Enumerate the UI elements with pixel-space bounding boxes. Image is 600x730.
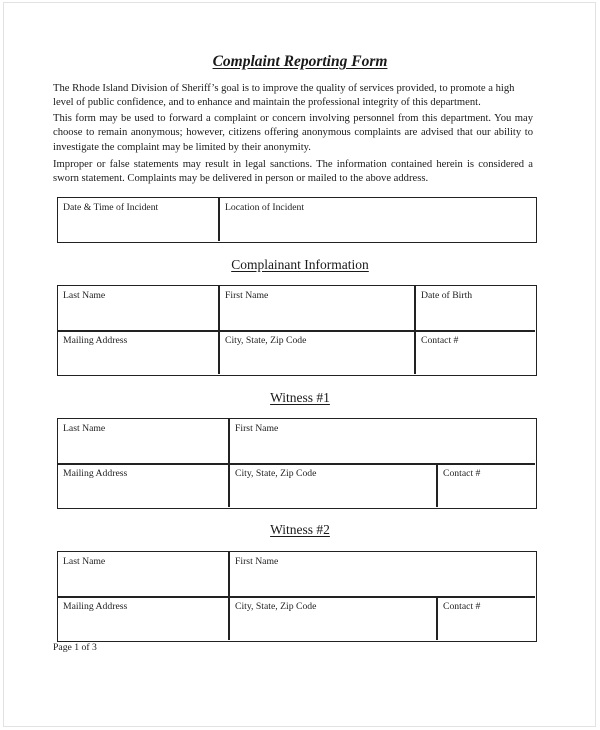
date-time-of-incident-label: Date & Time of Incident [63, 202, 159, 213]
witness-2-first-name-field[interactable]: First Name [235, 556, 279, 567]
form-title [0, 53, 600, 71]
complainant-contact-field[interactable]: Contact # [421, 335, 459, 346]
witness-2-contact-field[interactable]: Contact # [443, 601, 481, 612]
witness-1-last-name-field[interactable]: Last Name [63, 423, 106, 434]
witness-1-city-state-zip-field[interactable]: City, State, Zip Code [235, 468, 317, 479]
witness-1-table [57, 418, 537, 509]
witness-1-first-name-field[interactable]: First Name [235, 423, 279, 434]
intro-paragraph-purpose: This form may be used to forward a complaint or concern involving personnel from this department. You may choose to remain anonymous; however, citizens offering anonymous complaints are advised that our ability to investigate the complaint may be limited by their anonymity. [53, 113, 533, 153]
witness-2-mailing-address-field[interactable]: Mailing Address [63, 601, 128, 612]
complainant-mailing-address-field[interactable]: Mailing Address [63, 335, 128, 346]
intro-paragraph-goal: The Rhode Island Division of Sheriff’s goal is to improve the quality of services provided, to promote a high level of public confidence, and to enhance and maintain the professional integrity of this department. [53, 83, 515, 109]
witness-1-mailing-address-field[interactable]: Mailing Address [63, 468, 128, 479]
incident-table [57, 197, 537, 243]
intro-paragraph-legal: Improper or false statements may result in legal sanctions. The information contained herein is considered a sworn statement. Complaints may be delivered in person or mailed to the above address. [53, 159, 533, 185]
page-indicator: Page 1 of 3 [53, 642, 97, 653]
witness-1-heading: Witness #1 [270, 390, 330, 405]
witness-2-table [57, 551, 537, 642]
complainant-date-of-birth-field[interactable]: Date of Birth [421, 290, 473, 301]
complainant-heading: Complainant Information [231, 257, 369, 272]
location-of-incident-label: Location of Incident [225, 202, 305, 213]
complainant-last-name-field[interactable]: Last Name [63, 290, 106, 301]
complainant-table [57, 285, 537, 376]
date-time-of-incident-field[interactable] [58, 198, 219, 241]
form-title-text: Complaint Reporting Form [212, 53, 388, 70]
witness-2-last-name-field[interactable]: Last Name [63, 556, 106, 567]
complainant-first-name-field[interactable]: First Name [225, 290, 269, 301]
witness-2-heading: Witness #2 [270, 522, 330, 537]
witness-1-contact-field[interactable]: Contact # [443, 468, 481, 479]
location-of-incident-field[interactable] [220, 198, 535, 241]
complainant-city-state-zip-field[interactable]: City, State, Zip Code [225, 335, 307, 346]
witness-2-city-state-zip-field[interactable]: City, State, Zip Code [235, 601, 317, 612]
